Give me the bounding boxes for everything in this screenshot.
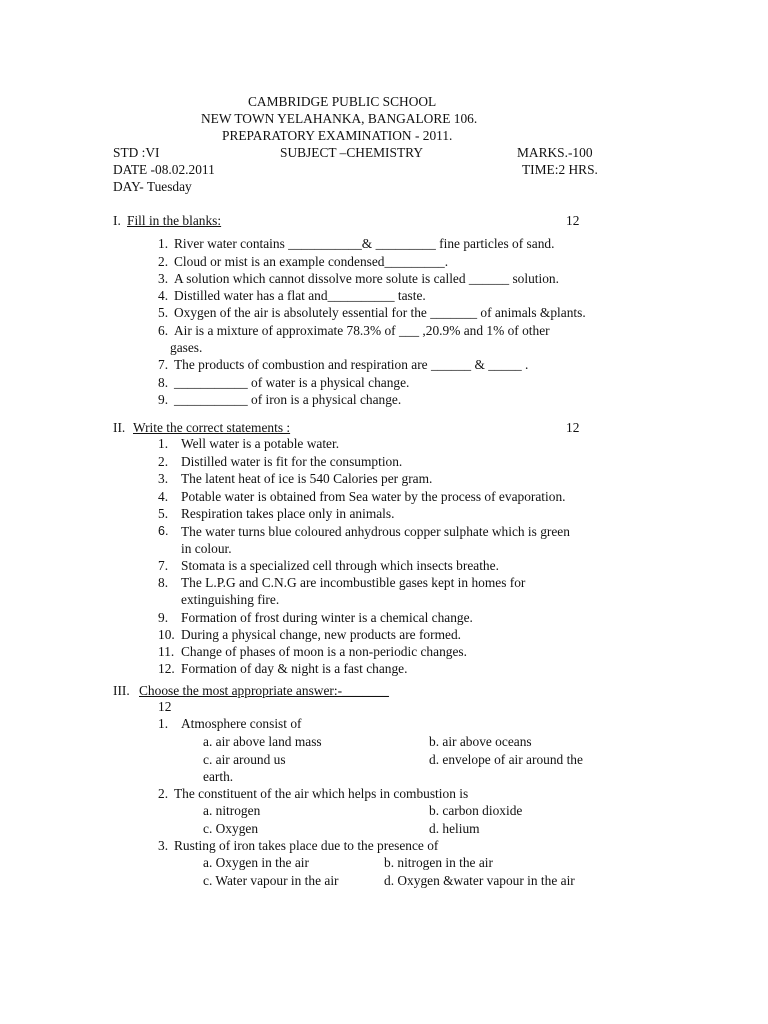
section-3-marks: 12 xyxy=(158,699,172,714)
s3-q1-option-b: b. air above oceans xyxy=(429,734,532,749)
day-label: DAY- Tuesday xyxy=(113,179,192,194)
s3-q3-num: 3. xyxy=(158,838,169,853)
s2-item-4-num: 4. xyxy=(158,489,169,504)
s2-item-7-num: 7. xyxy=(158,558,169,573)
s2-item-7-text: Stomata is a specialized cell through which insects breathe. xyxy=(181,558,499,573)
s2-item-8-continuation: extinguishing fire. xyxy=(181,592,280,607)
s1-item-2-text: Cloud or mist is an example condensed_________. xyxy=(174,254,449,269)
s2-item-12-text: Formation of day & night is a fast change. xyxy=(181,661,408,676)
s1-item-4-num: 4. xyxy=(158,288,169,303)
s3-q1-num: 1. xyxy=(158,716,169,731)
s1-item-5-num: 5. xyxy=(158,305,169,320)
s1-item-7-text: The products of combustion and respiration are ______ & _____ . xyxy=(174,357,529,372)
date-label: DATE -08.02.2011 xyxy=(113,162,215,177)
section-1-numeral: I. xyxy=(113,213,121,228)
section-2-title: Write the correct statements : xyxy=(133,420,291,435)
s2-item-8-text: The L.P.G and C.N.G are incombustible gases kept in homes for xyxy=(181,575,526,590)
section-3-numeral: III. xyxy=(113,683,130,698)
s2-item-5-text: Respiration takes place only in animals. xyxy=(181,506,395,521)
s2-item-1-num: 1. xyxy=(158,436,169,451)
s2-item-5-num: 5. xyxy=(158,506,169,521)
s2-item-3-text: The latent heat of ice is 540 Calories per gram. xyxy=(181,471,433,486)
s3-q2-num: 2. xyxy=(158,786,169,801)
s2-item-2-num: 2. xyxy=(158,454,169,469)
s2-item-6-continuation: in colour. xyxy=(181,541,232,556)
s3-q2-option-b: b. carbon dioxide xyxy=(429,803,523,818)
section-3-title: Choose the most appropriate answer:-_______ xyxy=(139,683,389,698)
s2-item-10-num: 10. xyxy=(158,627,175,642)
s3-q2-option-d: d. helium xyxy=(429,821,480,836)
section-1-marks: 12 xyxy=(566,213,580,228)
subject-label: SUBJECT –CHEMISTRY xyxy=(280,145,423,160)
s1-item-2-num: 2. xyxy=(158,254,169,269)
school-name: CAMBRIDGE PUBLIC SCHOOL xyxy=(248,94,437,109)
s1-item-6-num: 6. xyxy=(158,323,169,338)
time-label: TIME:2 HRS. xyxy=(522,162,598,177)
s1-item-4-text: Distilled water has a flat and__________ taste. xyxy=(174,288,426,303)
s3-q3-option-d: d. Oxygen &water vapour in the air xyxy=(384,873,575,888)
s1-item-6-continuation: gases. xyxy=(170,340,203,355)
s2-item-6-text: The water turns blue coloured anhydrous copper sulphate which is green xyxy=(181,524,570,539)
s2-item-9-text: Formation of frost during winter is a chemical change. xyxy=(181,610,473,625)
s1-item-8-text: ___________ of water is a physical change. xyxy=(174,375,410,390)
s1-item-3-text: A solution which cannot dissolve more solute is called ______ solution. xyxy=(174,271,559,286)
s3-q2-option-c: c. Oxygen xyxy=(203,821,259,836)
s1-item-8-num: 8. xyxy=(158,375,169,390)
s1-item-3-num: 3. xyxy=(158,271,169,286)
s3-q1-option-c: c. air around us xyxy=(203,752,286,767)
s1-item-9-text: ___________ of iron is a physical change. xyxy=(174,392,402,407)
s1-item-9-num: 9. xyxy=(158,392,169,407)
s2-item-9-num: 9. xyxy=(158,610,169,625)
s2-item-11-text: Change of phases of moon is a non-periodic changes. xyxy=(181,644,467,659)
s3-q1-option-d: d. envelope of air around the xyxy=(429,752,583,767)
s3-q2-option-a: a. nitrogen xyxy=(203,803,261,818)
s2-item-11-num: 11. xyxy=(158,644,175,659)
std-label: STD :VI xyxy=(113,145,160,160)
s1-item-6-text: Air is a mixture of approximate 78.3% of ___ ,20.9% and 1% of other xyxy=(174,323,550,338)
s1-item-7-num: 7. xyxy=(158,357,169,372)
s1-item-5-text: Oxygen of the air is absolutely essential for the _______ of animals &plants. xyxy=(174,305,586,320)
s3-q3-option-b: b. nitrogen in the air xyxy=(384,855,493,870)
exam-title: PREPARATORY EXAMINATION - 2011. xyxy=(222,128,453,143)
section-1-title: Fill in the blanks: xyxy=(127,213,222,228)
s2-item-6-num: 6. xyxy=(158,524,169,538)
s2-item-12-num: 12. xyxy=(158,661,175,676)
school-address: NEW TOWN YELAHANKA, BANGALORE 106. xyxy=(201,111,478,126)
s3-q1-option-d-continuation: earth. xyxy=(203,769,234,784)
s3-q1-text: Atmosphere consist of xyxy=(181,716,302,731)
s2-item-8-num: 8. xyxy=(158,575,169,590)
s3-q2-text: The constituent of the air which helps in combustion is xyxy=(174,786,469,801)
s1-item-1-num: 1. xyxy=(158,236,169,251)
s1-item-1-text: River water contains ___________& _________ fine particles of sand. xyxy=(174,236,555,251)
s2-item-2-text: Distilled water is fit for the consumption. xyxy=(181,454,403,469)
section-2-numeral: II. xyxy=(113,420,126,435)
s2-item-1-text: Well water is a potable water. xyxy=(181,436,340,451)
s2-item-3-num: 3. xyxy=(158,471,169,486)
s2-item-4-text: Potable water is obtained from Sea water by the process of evaporation. xyxy=(181,489,566,504)
s3-q3-option-a: a. Oxygen in the air xyxy=(203,855,309,870)
s3-q1-option-a: a. air above land mass xyxy=(203,734,322,749)
s2-item-10-text: During a physical change, new products are formed. xyxy=(181,627,461,642)
s3-q3-option-c: c. Water vapour in the air xyxy=(203,873,339,888)
s3-q3-text: Rusting of iron takes place due to the presence of xyxy=(174,838,439,853)
marks-label: MARKS.-100 xyxy=(517,145,593,160)
section-2-marks: 12 xyxy=(566,420,580,435)
